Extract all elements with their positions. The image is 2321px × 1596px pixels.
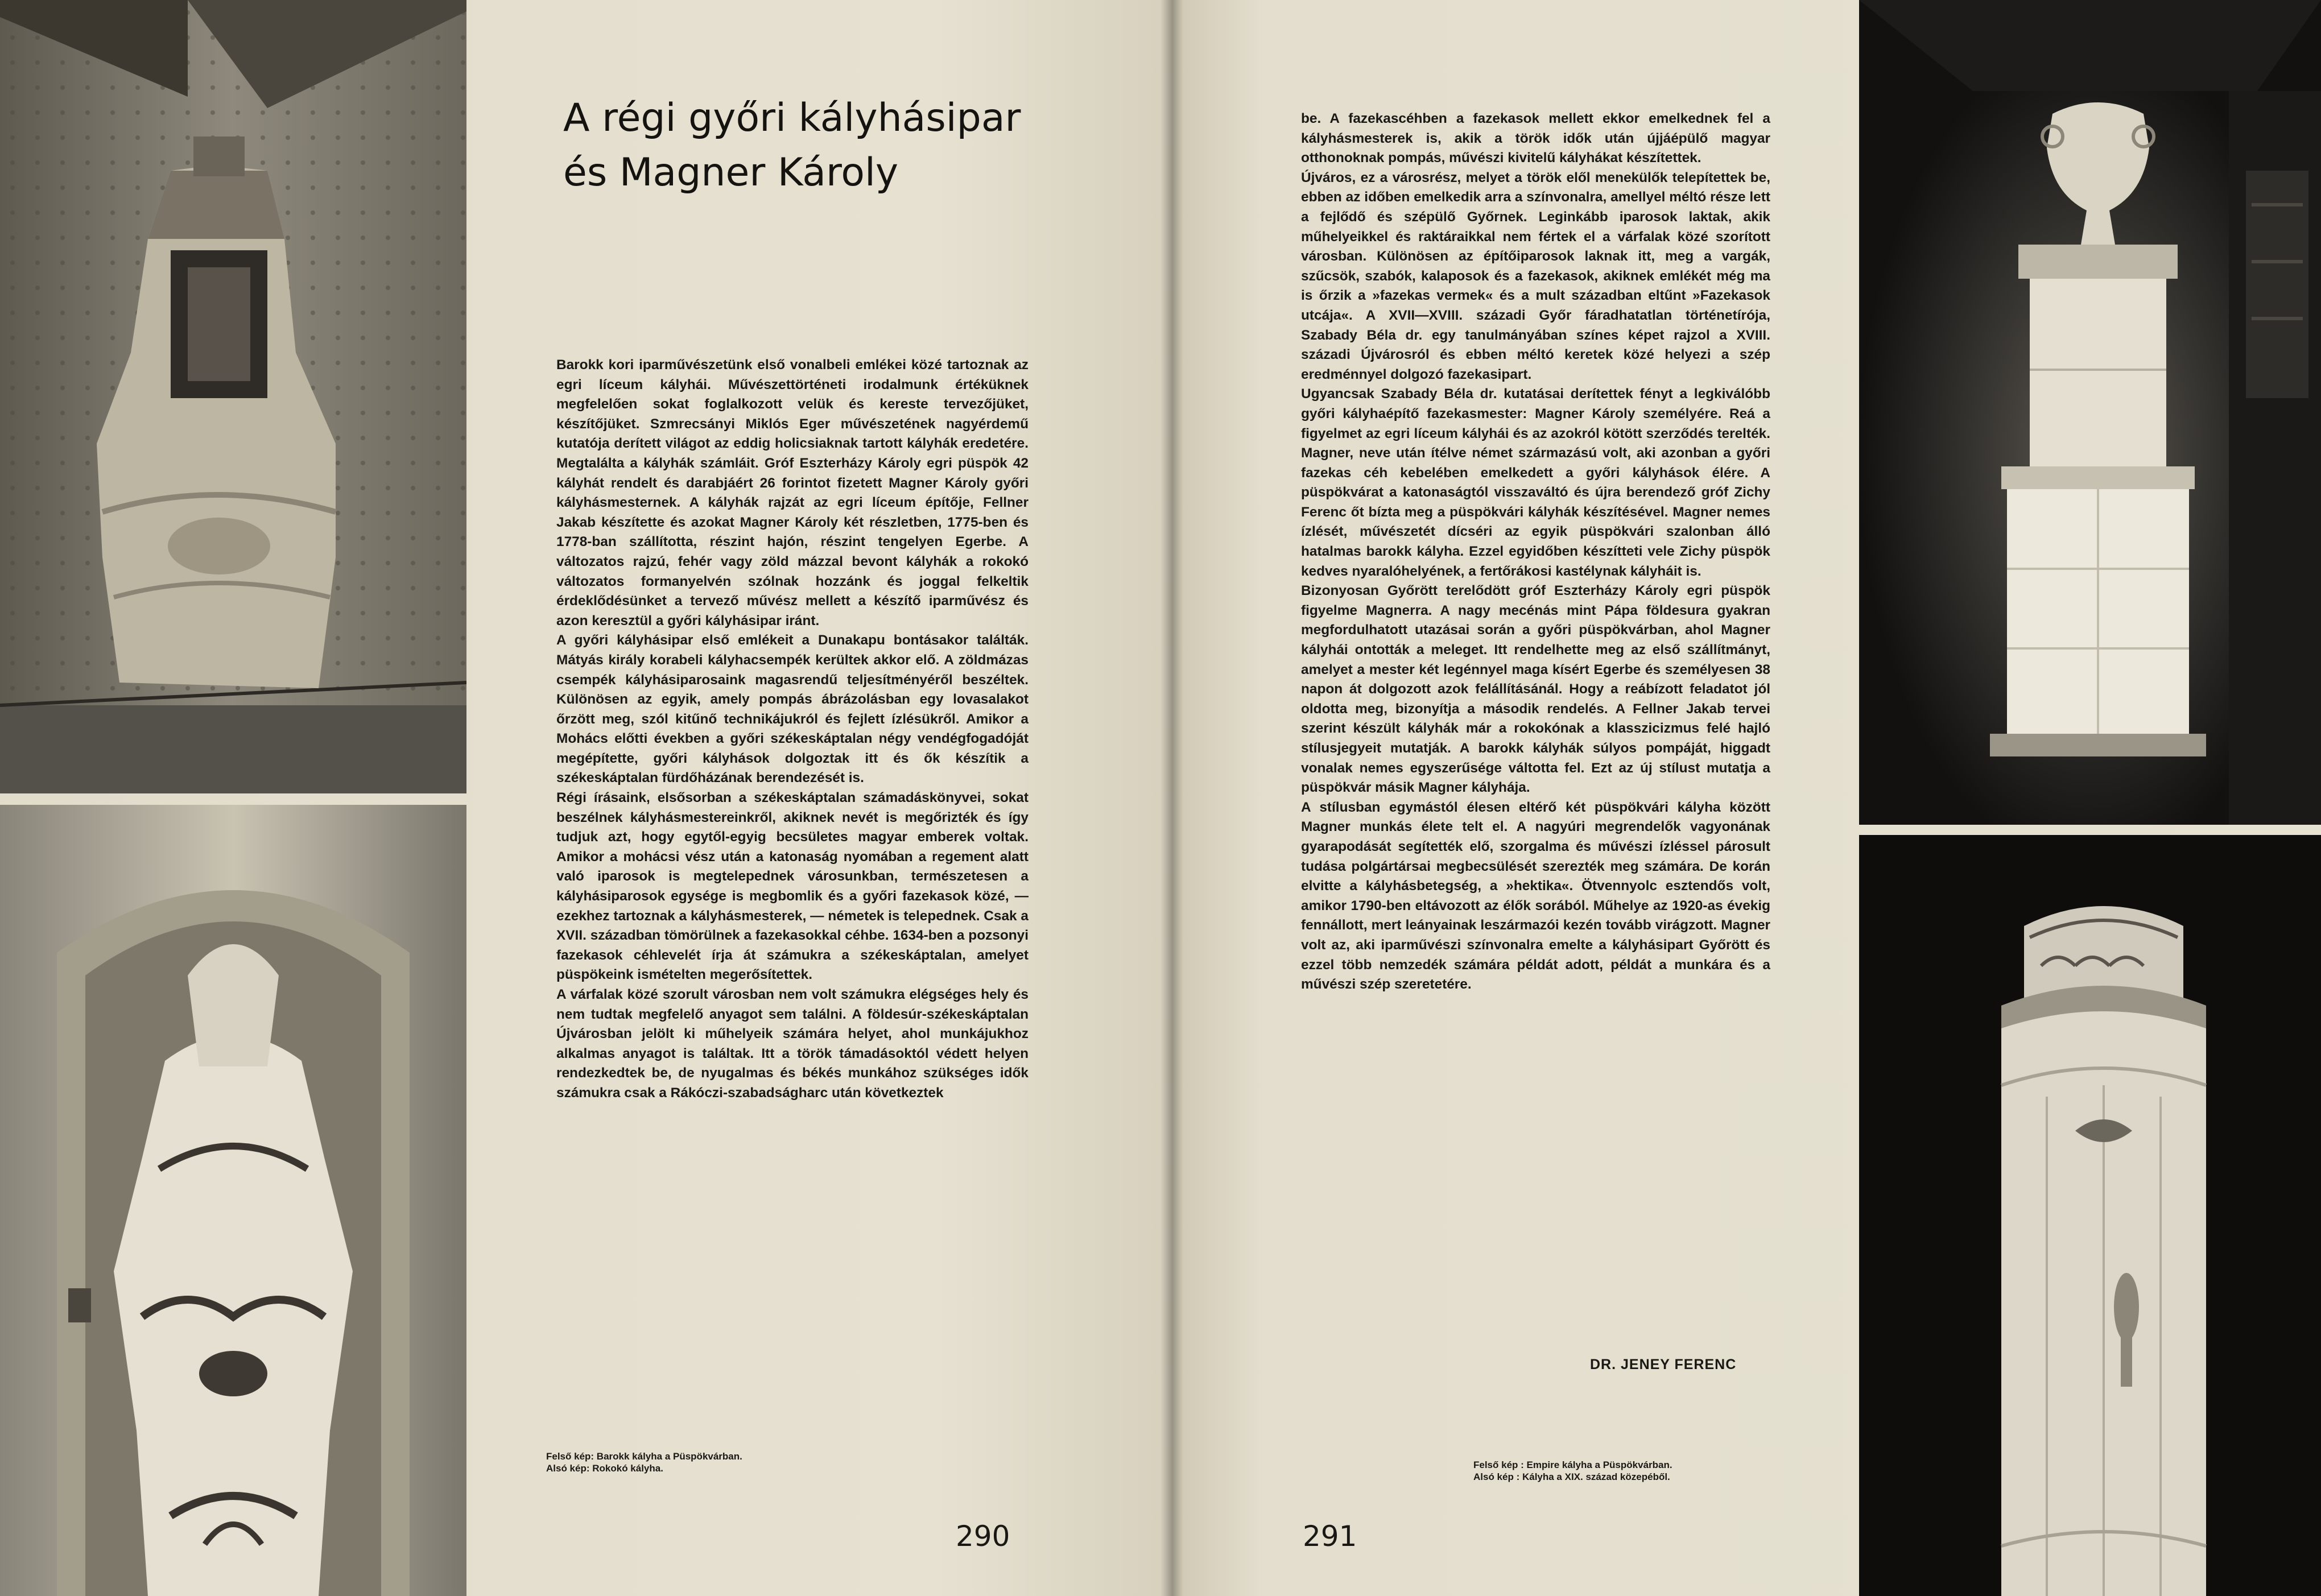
title-line-2: és Magner Károly xyxy=(563,150,899,195)
article-title xyxy=(563,91,1075,200)
right-text-column xyxy=(1301,109,1770,995)
title-line-1: A régi győri kályhásipar xyxy=(563,96,1021,140)
author-name: DR. JENEY FERENC xyxy=(1590,1357,1737,1372)
right-captions xyxy=(1473,1459,1672,1483)
caption-lower: Alsó kép: Rokokó kályha. xyxy=(546,1463,663,1474)
caption-upper: Felső kép: Barokk kályha a Püspökvárban. xyxy=(546,1451,742,1462)
stove-image-icon xyxy=(0,805,466,1596)
caption-lower: Alsó kép : Kályha a XIX. század közepéből. xyxy=(1473,1471,1670,1482)
left-captions xyxy=(546,1450,742,1474)
paragraph: A győri kályhásipar első emlékeit a Dunakapu bontásakor találták. Mátyás király korabeli kályhacsempék kerültek akkor elő. A zöldmázas csempék kályhásiparosaink magasrendű teljesítményéről beszéltek. Különösen az egyik, amely pompás ábrázolásban egy lovasalakot őrzött meg, szól kitűnő technikájukról és fejlett ízlésükről. Amikor a Mohács előtti években a győri székeskáptalan négy vendégfogadóját megépítette, győri kályhások dolgoztak itt és ők készítik a székeskáptalan fürdőházának berendezését is. xyxy=(556,632,1029,786)
paragraph: Ugyancsak Szabady Béla dr. kutatásai derítettek fényt a legkiválóbb győri kályhaépítő fazekasmester: Magner Károly személyére. Reá a figyelmet az egri líceum kályhái és az azokról kötött szerződés terelték. Magner, neve után ítélve német származású volt, aki azonban a győri fazekas céh kebelében emelkedett a győri kályhások élére. A püspökvárat a katonaságtól visszaváltó és újra berendező gróf Zichy Ferenc őt bízta meg a püspökvári kályhák készítésével. Magner nemes ízlését, művészetét dícséri az egyik püspökvári szalonban álló hatalmas barokk kályha. Ezzel egyidőben készítteti vele Zichy püspök kedves nyaralóhelyének, a fertőrákosi kastélynak kályháit is. xyxy=(1301,386,1770,579)
photo-xix-szazadi-kalyha xyxy=(1859,835,2321,1596)
paragraph: Régi írásaink, elsősorban a székeskáptalan számadáskönyvei, sokat beszélnek kályhásmestereinkről, akiknek nevét is megőrizték és így tudjuk azt, hogy egytől-egyig becsületes magyar emberek voltak. Amikor a mohácsi vész után a katonaság nyomában a regement alatt való iparosok is megtelepednek városunkban, természetesen a kályhásiparosok egysége is megbomlik és a győri fazekasok közé, — ezekhez tartoznak a kályhásmesterek, — németek is telepednek. Csak a XVII. században tömörülnek a fazekasokkal céhbe. 1634-ben a pozsonyi fazekasok céhlevelét írja át számukra a székeskáptalan, amelyet püspökeink ismételten megerősítettek. xyxy=(556,790,1029,983)
paragraph: Barokk kori iparművészetünk első vonalbeli emlékei közé tartoznak az egri líceum kályhái. Művészettörténeti irodalmunk értéküknek megfelelően sokat foglalkozott velük és kereste tervezőjüket, készítőjüket. Szmrecsányi Miklós Eger művészetének nagyérdemű kutatója derített világot az eddig holicsiaknak tartott kályhák eredetére. Megtalálta a kályhák számláit. Gróf Eszterházy Károly egri püspök 42 kályhát rendelt és darabjáért 26 forintot fizetett Magner Károly győri kályhásmesternek. A kályhák rajzát az egri líceum építője, Fellner Jakab készítette és azokat Magner Károly két részletben, 1775-ben és 1778-ban szállította, részint hajón, részint tengelyen Egerbe. A változatos rajzú, fehér vagy zöld mázzal bevont kályhák a rokokó változatos formanyelvén szólnak hozzánk és joggal felkeltik érdeklődésünket a tervező művész mellett a készítő iparművész és azon keresztül a győri kályhásipar iránt. xyxy=(556,357,1029,629)
paragraph: Bizonyosan Győrött terelődött gróf Eszterházy Károly egri püspök figyelme Magnerra. A nagy mecénás mint Pápa földesura gyakran megfordulhatott utazásai során a győri püspökvárban, ahol Magner kályhái ontották a meleget. Itt rendelhette meg az első szállítmányt, amelyet a mester két legénnyel maga kísért Egerbe és személyesen 38 napon át dolgozott azok felállításánál. Hogy a reábízott feladatot jól oldotta meg, bizonyítja a második rendelés. A Fellner Jakab tervei szerint készült kályhák már a rokokónak a klasszicizmus felé hajló stílusjegyeit mutatják. A barokk kályhák súlyos pompáját, higgadt vonalak nemes egyszerűsége váltotta fel. Ezt az új stílust mutatja a püspökvár másik Magner kályhája. xyxy=(1301,583,1770,796)
paragraph: Újváros, ez a városrész, melyet a török elől menekülők telepítettek be, ebben az időben emelkedik arra a színvonalra, amellyel méltó része lett a fejlődő és szépülő Győrnek. Leginkább iparosok laktak, akik műhelyeikkel és raktáraikkal nem fértek el a várfalak közé szorított városban. Különösen az építőiparosok laknak itt, meg a vargák, szűcsök, szabók, kalaposok és a fazekasok, akiknek emlékét még ma is őrzik a »fazekas vermek« és a mult században eltűnt »Fazekasok utcája«. A XVII—XVIII. századi Győr fáradhatatlan történetírója, Szabady Béla dr. egy tanulmányában színes képet rajzol a XVIII. századi Újvárosról és ebben méltó keretek közé helyezi a szép eredménnyel dolgozó fazekasipart. xyxy=(1301,169,1770,382)
caption-upper: Felső kép : Empire kályha a Püspökvárban. xyxy=(1473,1459,1672,1470)
photo-barokk-kalyha xyxy=(0,0,466,793)
left-text-column xyxy=(556,355,1029,1103)
stove-image-icon xyxy=(0,0,466,793)
paragraph: A stílusban egymástól élesen eltérő két püspökvári kályha között Magner munkás élete telt el. A nagyúri megrendelők vagyonának gyarapodását segítették elő, szorgalma és művészi ízléssel párosult tudása polgártársai megbecsülését szerezték meg számára. De korán elvitte a kályhásbetegség, a »hektika«. Ötvennyolc esztendős volt, amikor 1790-ben eltávozott az élők sorából. Műhelye az 1920-as évekig fennállott, mert leányainak leszármazói kezén tovább virágzott. Magner volt az, aki iparművészi színvonalra emelte a kályhásipart Győrött és ezzel több nemzedék számára példát adott, példát a munkára és a művészi szép szeretetére. xyxy=(1301,799,1770,993)
paragraph: be. A fazekascéhben a fazekasok mellett ekkor emelkednek fel a kályhásmesterek is, akik a török idők után újjáépülő magyar otthonoknak pompás, művészi kivitelű kályhákat készítettek. xyxy=(1301,111,1770,166)
photo-rokoko-kalyha xyxy=(0,805,466,1596)
stove-image-icon xyxy=(1859,0,2321,825)
page-number-left: 290 xyxy=(956,1520,1010,1553)
stove-image-icon xyxy=(1859,835,2321,1596)
right-page xyxy=(1172,0,2321,1596)
book-gutter xyxy=(1160,0,1183,1596)
page-number-right: 291 xyxy=(1303,1520,1357,1553)
photo-empire-kalyha xyxy=(1859,0,2321,825)
paragraph: A várfalak közé szorult városban nem volt számukra elégséges hely és nem tudtak megfelelő anyagot sem találni. A földesúr-székeskáptalan Újvárosban jelölt ki műhelyeik számára helyet, ahol munkájukhoz alkalmas anyagot is találtak. Itt a török támadásoktól védett helyen rendezkedtek be, de nyugalmas és békés munkához szükséges idők számukra csak a Rákóczi-szabadságharc után következtek xyxy=(556,987,1029,1101)
